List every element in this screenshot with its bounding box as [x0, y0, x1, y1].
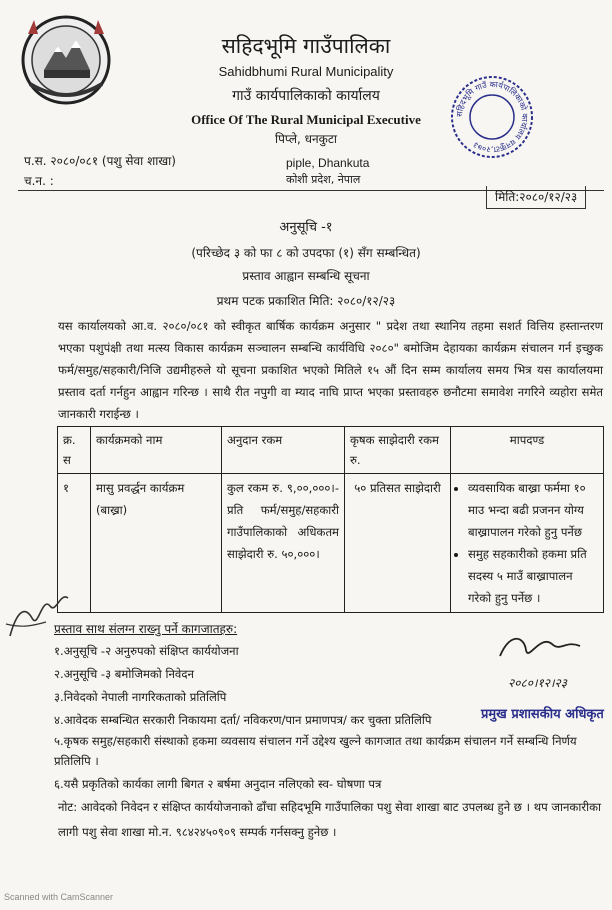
document-item: ३.निवेदको नेपाली नागरिकताको प्रतिलिपि	[54, 690, 227, 704]
header-farmer-share: कृषक साझेदारी रकम रु.	[345, 427, 451, 474]
table-row	[58, 474, 604, 613]
signer-title: प्रमुख प्रशासकीय अधिकृत	[481, 707, 604, 722]
notice-body: यस कार्यालयको आ.व. २०८०/०८१ को स्वीकृत बार्षिक कार्यक्रम अनुसार " प्रदेश तथा स्थानिय तहमा सशर्त वित्तिय हस्तान्तरण भएका पशुपंक्षी तथा मत्स्य विकास कार्यक्रम सञ्चालन सम्बन्धि कार्यविधि २०८०" बमोजिम देहायका कार्यक्रम संचालन गर्न इच्छुक फर्म/समुह/सहकारी/निजि उद्यमीहरुले यो सूचना प्रकाशित भएको मितिले १५ औं दिन सम्म कार्यालय समय भित्र यस कार्यालयमा प्रस्ताव दर्ता गर्नहुन आह्वान गरिन्छ । साथै रीत नपुगी वा म्याद नाघि प्राप्त भएका प्रस्तावहरु छनौटमा समावेश नगरिने व्यहोरा समेत जानकारी गराईन्छ ।	[58, 319, 603, 421]
document-item: ५.कृषक समुह/सहकारी संस्थाको हकमा व्यवसाय संचालन गर्ने उद्देश्य खुल्ने कागजात तथा कार्यक्रम संचालन गर्ने सम्बन्धि निर्णय प्रतिलिपि ।	[54, 734, 577, 768]
document-item: ४.आवेदक सम्बन्धित सरकारी निकायमा दर्ता/ नविकरण/पान प्रमाणपत्र/ कर चुक्ता प्रतिलिपि	[54, 713, 432, 727]
svg-text:सहिदभूमि गाउँ कार्यपालिकाको का: सहिदभूमि गाउँ कार्यपालिकाको कार्यालय धनकुटा,२०७३	[454, 79, 530, 155]
table-header-row	[58, 427, 604, 474]
document-item: १.अनुसूचि -२ अनुरुपको संक्षिप्त कार्ययोजना	[54, 644, 239, 658]
cell-grant: कुल रकम रु. ९,००,०००।-प्रति फर्म/समुह/सहकारी गाउँपालिकाको अधिकतम साझेदारी रु. ५०,०००।	[222, 474, 345, 613]
annex-label: अनुसूचि -१	[279, 220, 333, 235]
program-table	[57, 426, 604, 613]
criteria-item: • समुह सहकारीको हकमा प्रति सदस्य ५ माउँ बाख्रापालन गरेको हुनु पर्नेछ ।	[468, 543, 598, 609]
cell-farmer-share: ५० प्रतिसत साझेदारी	[345, 474, 451, 613]
cell-criteria	[451, 474, 604, 613]
header-program: कार्यक्रमको नाम	[91, 427, 222, 474]
cell-program: मासु प्रवर्द्धन कार्यक्रम (बाख्रा)	[91, 474, 222, 613]
notice-title: प्रस्ताव आह्वान सम्बन्धि सूचना	[242, 269, 370, 283]
criteria-item: • व्यवसायिक बाख्रा फर्ममा १० माउ भन्दा बढी प्रजनन योग्य बाख्रापालन गरेको हुनु पर्नेछ	[468, 477, 598, 543]
municipality-name-en: Sahidbhumi Rural Municipality	[218, 64, 394, 79]
place-np: पिप्ले, धनकुटा	[274, 132, 337, 146]
document-item: २.अनुसूचि -३ बमोजिमको निवेदन	[54, 667, 194, 681]
first-published-date: प्रथम पटक प्रकाशित मिति: २०८०/१२/२३	[216, 294, 396, 308]
issue-date: मिति:२०८०/१२/२३	[486, 186, 586, 209]
reference-number: प.स. २०८०/०८१ (पशु सेवा शाखा)	[24, 154, 176, 168]
header-sn: क्र. स	[58, 427, 91, 474]
header-criteria: मापदण्ड	[451, 427, 604, 474]
office-name-en: Office Of The Rural Municipal Executive	[191, 112, 421, 127]
documents-heading: प्रस्ताव साथ संलग्न राख्नु पर्ने कागजातहरु:	[54, 622, 238, 636]
scanner-watermark: Scanned with CamScanner	[4, 892, 114, 902]
footer-note: नोट: आवेदको निवेदन र संक्षिप्त कार्ययोजनाको ढाँचा सहिदभूमि गाउँपालिका पशु सेवा शाखा बाट उपलब्ध हुने छ । थप जानकारीका लागी पशु सेवा शाखा मो.न. ९८४२४५०९०९ सम्पर्क गर्नसक्नु हुनेछ ।	[58, 800, 601, 839]
signature-date: २०८०।१२।२३	[508, 676, 568, 690]
cell-sn: १	[58, 474, 91, 613]
officer-signature	[480, 626, 600, 696]
document-item: ६.यसै प्रकृतिको कार्यका लागी बिगत २ बर्षमा अनुदान नलिएको स्व- घोषणा पत्र	[54, 777, 382, 791]
place-en: piple, Dhankuta	[286, 156, 370, 170]
header-grant: अनुदान रकम	[222, 427, 345, 474]
province-np: कोशी प्रदेश, नेपाल	[286, 173, 361, 186]
dispatch-number: च.न. :	[24, 174, 54, 188]
office-seal	[447, 72, 537, 162]
clause-reference: (परिच्छेद ३ को फा ८ को उपदफा (१) सँग सम्बन्धित)	[191, 246, 421, 260]
office-name-np: गाउँ कार्यपालिकाको कार्यालय	[232, 88, 380, 104]
municipality-name-np: सहिदभूमि गाउँपालिका	[221, 34, 391, 58]
